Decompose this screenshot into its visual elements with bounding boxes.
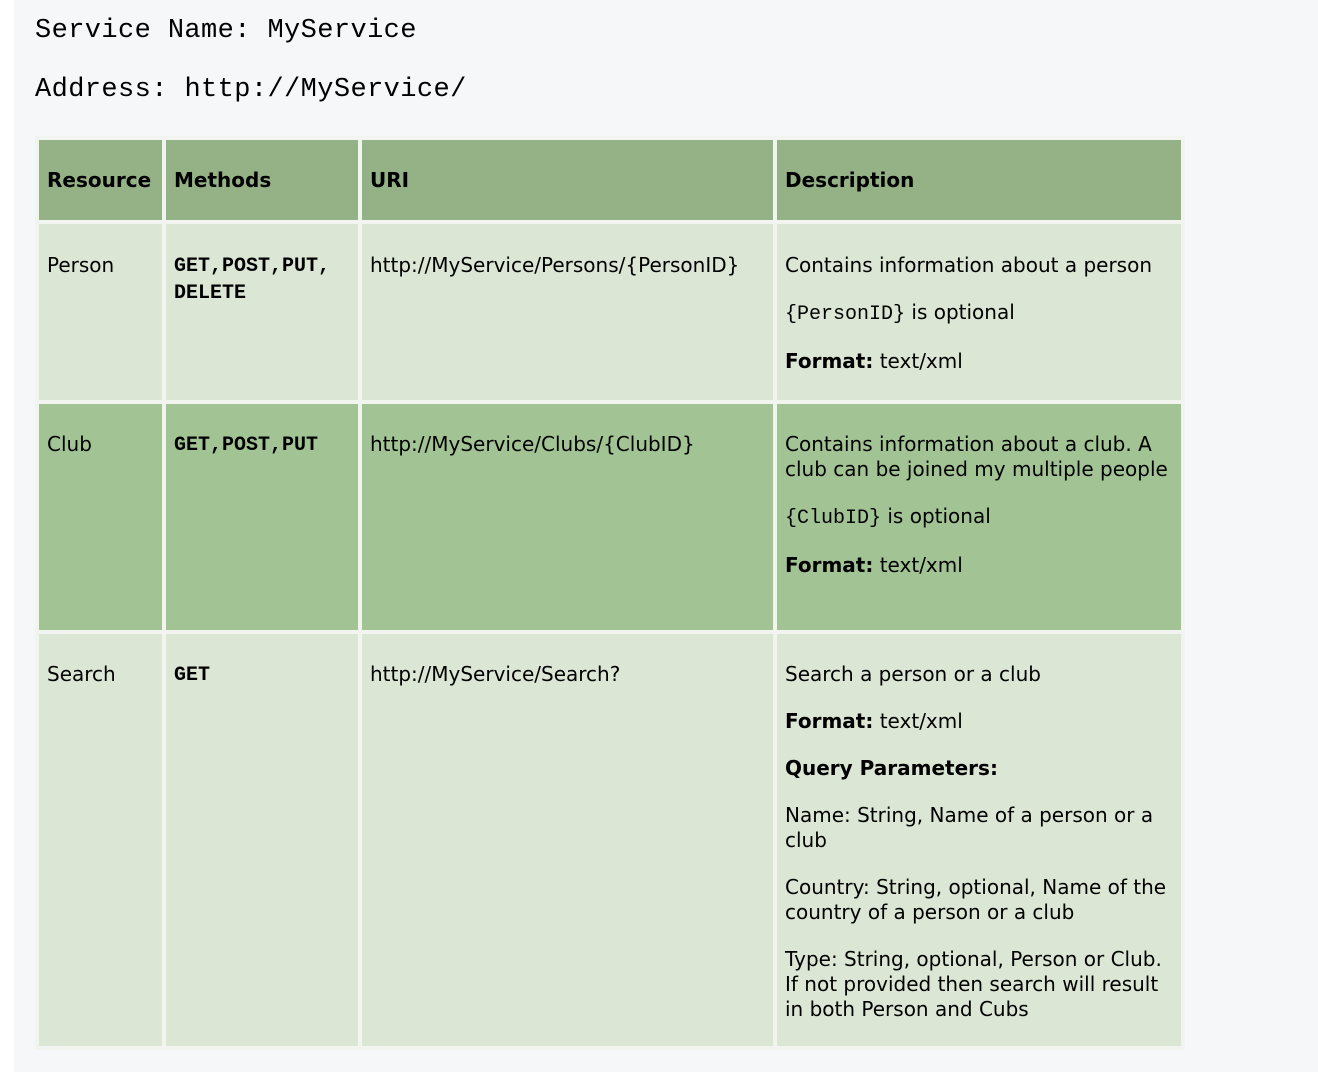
description-text: Contains information about a club. A club can be joined my multiple people bbox=[785, 432, 1168, 481]
methods-line: DELETE bbox=[174, 282, 247, 305]
format-label: Format: bbox=[785, 709, 874, 733]
table-row-club bbox=[39, 404, 1181, 630]
service-address-line bbox=[35, 75, 467, 105]
description-text: Contains information about a person bbox=[785, 253, 1153, 277]
service-name-line bbox=[35, 16, 417, 46]
methods-line: GET,POST,PUT, bbox=[174, 255, 331, 278]
header-uri: URI bbox=[362, 140, 773, 220]
service-address-label: Address: bbox=[35, 75, 168, 105]
resource-table bbox=[35, 136, 1185, 1050]
uri-cell: http://MyService/Persons/{PersonID} bbox=[362, 224, 773, 400]
table-header-row bbox=[39, 140, 1181, 220]
service-name-label: Service Name: bbox=[35, 16, 251, 46]
description-cell bbox=[777, 224, 1181, 400]
table-row-person bbox=[39, 224, 1181, 400]
resource-cell: Search bbox=[39, 634, 162, 1046]
description-cell bbox=[777, 404, 1181, 630]
format-value: text/xml bbox=[873, 709, 963, 733]
format-line bbox=[785, 709, 1175, 734]
uri-cell: http://MyService/Search? bbox=[362, 634, 773, 1046]
format-line bbox=[785, 349, 1175, 374]
uri-cell: http://MyService/Clubs/{ClubID} bbox=[362, 404, 773, 630]
format-label: Format: bbox=[785, 553, 874, 577]
resource-cell: Club bbox=[39, 404, 162, 630]
param-name: Name: String, Name of a person or a club bbox=[785, 803, 1154, 852]
param-code: {ClubID} bbox=[785, 507, 882, 530]
header-resource: Resource bbox=[39, 140, 162, 220]
query-label: Query Parameters: bbox=[785, 756, 998, 780]
methods-cell bbox=[166, 634, 358, 1046]
methods-cell bbox=[166, 404, 358, 630]
service-name-value: MyService bbox=[267, 16, 417, 46]
format-label: Format: bbox=[785, 349, 874, 373]
param-note-text: is optional bbox=[881, 504, 991, 528]
resource-cell: Person bbox=[39, 224, 162, 400]
optional-param-note bbox=[785, 300, 1175, 327]
format-value: text/xml bbox=[873, 349, 963, 373]
service-address-value: http://MyService/ bbox=[184, 75, 467, 105]
param-country: Country: String, optional, Name of the country of a person or a club bbox=[785, 875, 1167, 924]
param-code: {PersonID} bbox=[785, 303, 906, 326]
param-note-text: is optional bbox=[905, 300, 1015, 324]
format-value: text/xml bbox=[873, 553, 963, 577]
header-methods: Methods bbox=[166, 140, 358, 220]
query-parameters-heading bbox=[785, 756, 1175, 781]
table-row-search bbox=[39, 634, 1181, 1046]
param-type: Type: String, optional, Person or Club. If not provided then search will result in both Person and Cubs bbox=[785, 947, 1162, 1021]
format-line bbox=[785, 553, 1175, 578]
description-text: Search a person or a club bbox=[785, 662, 1041, 686]
methods-line: GET bbox=[174, 664, 211, 687]
methods-cell bbox=[166, 224, 358, 400]
optional-param-note bbox=[785, 504, 1175, 531]
methods-line: GET,POST,PUT bbox=[174, 434, 319, 457]
description-cell bbox=[777, 634, 1181, 1046]
header-description: Description bbox=[777, 140, 1181, 220]
